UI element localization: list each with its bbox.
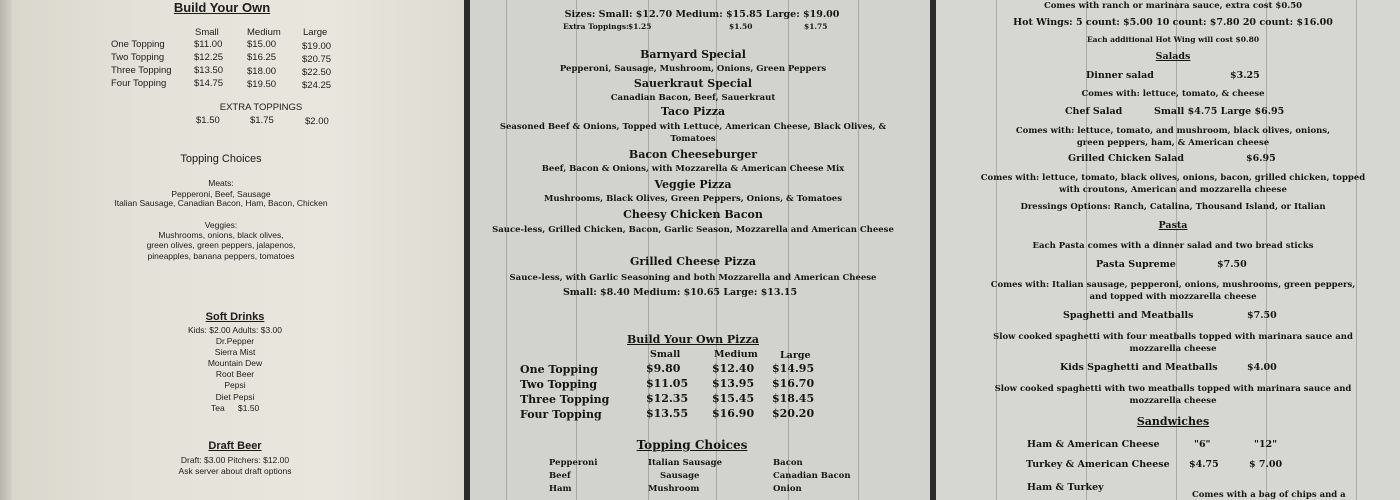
price-cell: $13.55 (646, 407, 689, 420)
extra-toppings-title: EXTRA TOPPINGS (219, 102, 303, 113)
wood-plank-line (506, 0, 507, 500)
menu-item-name: Ham & American Cheese (1027, 439, 1160, 450)
price-cell: $20.75 (302, 54, 332, 65)
extra-price: $1.75 (250, 115, 274, 126)
hot-wings-note: Each additional Hot Wing will cost $0.80 (1086, 35, 1260, 44)
wood-plank-line (716, 0, 717, 500)
draft-beer-note: Ask server about draft options (178, 466, 292, 476)
size-large-header: Large (303, 27, 328, 38)
price-cell: $13.50 (194, 65, 224, 76)
special-name: Barnyard Special (640, 48, 746, 61)
drink-item: Mountain Dew (207, 358, 263, 368)
column-header-12: "12" (1254, 439, 1278, 450)
price-cell: $16.25 (247, 52, 277, 63)
price-cell: $18.45 (772, 392, 815, 405)
drink-item: Root Beer (215, 369, 255, 379)
row-label: Two Topping (111, 52, 165, 63)
sandwiches-title: Sandwiches (1136, 415, 1210, 428)
special-desc: Mushrooms, Black Olives, Green Peppers, Onions, & Tomatoes (544, 194, 842, 204)
menu-item-desc: Comes with: lettuce, tomato, black olives, onions, bacon, grilled chicken, topped with croutons, American and mozzarella cheese (980, 173, 1366, 195)
price-cell: $14.95 (772, 362, 815, 375)
extra-price: $1.50 (729, 22, 753, 31)
meats-line: Italian Sausage, Canadian Bacon, Ham, Bacon, Chicken (114, 198, 328, 208)
draft-beer-title: Draft Beer (208, 440, 262, 452)
dressings-options: Dressings Options: Ranch, Catalina, Thousand Island, or Italian (1020, 202, 1326, 212)
menu-item-price: $ 7.00 (1249, 459, 1283, 470)
menu-item-name: Ham & Turkey (1027, 482, 1104, 493)
menu-item-desc: Slow cooked spaghetti with four meatballs topped with marinara sauce and mozzarella cheese (993, 332, 1353, 354)
topping-item: Mushroom (648, 484, 700, 494)
menu-item-price: $4.00 (1247, 362, 1277, 373)
menu-item-name: Grilled Chicken Salad (1068, 153, 1185, 164)
menu-item-price: $6.95 (1246, 153, 1276, 164)
topping-choices-title: Topping Choices (636, 438, 748, 452)
veggies-label: Veggies: (204, 220, 238, 230)
special-desc: Seasoned Beef & Onions, Topped with Lettuce, American Cheese, Black Olives, & Tomatoes (499, 122, 887, 144)
menu-item-price: $4.75 (1189, 459, 1219, 470)
topping-item: Italian Sausage (648, 458, 722, 468)
topping-item: Sausage (660, 471, 700, 481)
draft-beer-prices: Draft: $3.00 Pitchers: $12.00 (180, 455, 290, 465)
topping-item: Ham (549, 484, 572, 494)
topping-item: Beef (549, 471, 571, 481)
row-label: One Topping (111, 39, 165, 50)
veggies-line: pineapples, banana peppers, tomatoes (147, 251, 295, 261)
wood-plank-line (576, 0, 577, 500)
size-small-header: Small (195, 27, 219, 38)
column-header-6: "6" (1194, 439, 1211, 450)
veggies-line: Mushrooms, onions, black olives, (158, 230, 284, 240)
row-label: Three Topping (111, 65, 172, 76)
wood-plank-line (858, 0, 859, 500)
price-cell: $24.25 (302, 80, 332, 91)
special-name: Cheesy Chicken Bacon (623, 208, 763, 221)
wood-plank-line (648, 0, 649, 500)
price-cell: $13.95 (712, 377, 755, 390)
extra-toppings-label: Extra Toppings: (563, 22, 629, 31)
menu-item-name: Kids Spaghetti and Meatballs (1060, 362, 1218, 373)
special-name: Grilled Cheese Pizza (629, 255, 757, 268)
wood-plank-line (1356, 0, 1357, 500)
hot-wings-prices: Hot Wings: 5 count: $5.00 10 count: $7.80 20 count: $16.00 (1013, 17, 1333, 28)
price-cell: $15.45 (712, 392, 755, 405)
soft-drinks-title: Soft Drinks (205, 311, 265, 323)
special-name: Bacon Cheeseburger (628, 148, 758, 161)
extra-price: $1.75 (804, 22, 828, 31)
price-cell: $19.50 (247, 79, 277, 90)
price-cell: $12.25 (194, 52, 224, 63)
menu-page-left (0, 0, 464, 500)
topping-choices-title: Topping Choices (180, 153, 262, 165)
price-cell: $15.00 (247, 39, 277, 50)
pasta-title: Pasta (1158, 220, 1188, 231)
menu-item-name: Dinner salad (1086, 70, 1154, 81)
menu-item-desc: Comes with: lettuce, tomato, & cheese (1081, 89, 1265, 99)
special-name: Veggie Pizza (654, 178, 732, 191)
size-medium-header: Medium (247, 27, 281, 38)
special-desc: Beef, Bacon & Onions, with Mozzarella & American Cheese Mix (541, 164, 845, 174)
drink-item: Sierra Mist (214, 347, 256, 357)
price-cell: $11.00 (194, 39, 223, 50)
row-label: One Topping (520, 363, 598, 376)
build-your-own-title: Build Your Own (173, 0, 271, 15)
special-desc: Canadian Bacon, Beef, Sauerkraut (610, 93, 776, 103)
meats-label: Meats: (208, 178, 234, 188)
soft-drinks-prices: Kids: $2.00 Adults: $3.00 (187, 325, 283, 335)
menu-page-right (936, 0, 1400, 500)
menu-item-desc: Comes with: Italian sausage, pepperoni, onions, mushrooms, green peppers, and topped with mozzarella cheese (990, 280, 1356, 302)
special-desc: Sauce-less, Grilled Chicken, Bacon, Garlic Season, Mozzarella and American Cheese (492, 225, 894, 235)
topping-item: Onion (773, 484, 802, 494)
topping-item: Bacon (773, 458, 803, 468)
price-cell: $18.00 (247, 66, 277, 77)
drink-item: Dr.Pepper (215, 336, 255, 346)
price-cell: $16.70 (772, 377, 815, 390)
row-label: Three Topping (520, 393, 610, 406)
menu-item-desc: Slow cooked spaghetti with two meatballs topped with marinara sauce and mozzarella cheese (994, 384, 1352, 406)
price-cell: $12.40 (712, 362, 755, 375)
menu-item-desc: Comes with: lettuce, tomato, and mushroom, black olives, onions, green peppers, ham, & American cheese (1015, 126, 1331, 148)
drink-item: Diet Pepsi (215, 392, 255, 402)
row-label: Two Topping (520, 378, 598, 391)
wood-plank-line (996, 0, 997, 500)
wood-plank-line (788, 0, 789, 500)
special-desc: Sauce-less, with Garlic Seasoning and both Mozzarella and American Cheese (509, 273, 877, 283)
price-cell: $16.90 (712, 407, 755, 420)
price-cell: $14.75 (194, 78, 224, 89)
salads-title: Salads (1155, 51, 1191, 62)
drink-item: Pepsi (224, 380, 246, 390)
special-name: Sauerkraut Special (633, 77, 753, 90)
row-label: Four Topping (111, 78, 167, 89)
size-small-header: Small (650, 349, 681, 360)
size-large-header: Large (780, 350, 811, 361)
tea-price: $1.50 (238, 403, 260, 413)
topping-item: Canadian Bacon (773, 471, 851, 481)
extra-price: $2.00 (305, 116, 329, 127)
price-cell: $19.00 (302, 41, 332, 52)
price-cell: $12.35 (646, 392, 689, 405)
menu-page-middle (470, 0, 930, 500)
sizes-line: Sizes: Small: $12.70 Medium: $15.85 Large: $19.00 (564, 9, 840, 20)
menu-item-name: Pasta Supreme (1096, 259, 1176, 270)
pasta-note: Each Pasta comes with a dinner salad and two bread sticks (1032, 241, 1314, 251)
menu-item-name: Chef Salad (1065, 106, 1123, 117)
extra-price: $1.50 (196, 115, 220, 126)
sandwich-note: Comes with a bag of chips and a (1192, 490, 1346, 500)
menu-item-price: $7.50 (1247, 310, 1277, 321)
special-name: Taco Pizza (660, 105, 726, 118)
menu-item-price: Small $4.75 Large $6.95 (1154, 106, 1285, 117)
meats-line: Pepperoni, Beef, Sausage (171, 189, 271, 199)
menu-item-name: Turkey & American Cheese (1026, 459, 1170, 470)
price-cell: $9.80 (646, 362, 681, 375)
row-label: Four Topping (520, 408, 602, 421)
veggies-line: green olives, green peppers, jalapenos, (146, 240, 296, 250)
wings-sauce-note: Comes with ranch or marinara sauce, extra cost $0.50 (1043, 1, 1303, 11)
extra-price: $1.25 (628, 22, 652, 31)
build-your-own-pizza-title: Build Your Own Pizza (627, 333, 759, 346)
price-cell: $20.20 (772, 407, 815, 420)
drink-item: Tea (211, 403, 225, 413)
page-edge (0, 0, 12, 500)
price-cell: $22.50 (302, 67, 332, 78)
special-desc: Pepperoni, Sausage, Mushroom, Onions, Green Peppers (559, 64, 827, 74)
menu-item-name: Spaghetti and Meatballs (1063, 310, 1194, 321)
size-medium-header: Medium (714, 349, 758, 360)
grilled-cheese-prices: Small: $8.40 Medium: $10.65 Large: $13.15 (562, 287, 798, 298)
price-cell: $11.05 (646, 377, 689, 390)
menu-item-price: $7.50 (1217, 259, 1247, 270)
menu-item-price: $3.25 (1230, 70, 1260, 81)
topping-item: Pepperoni (549, 458, 598, 468)
